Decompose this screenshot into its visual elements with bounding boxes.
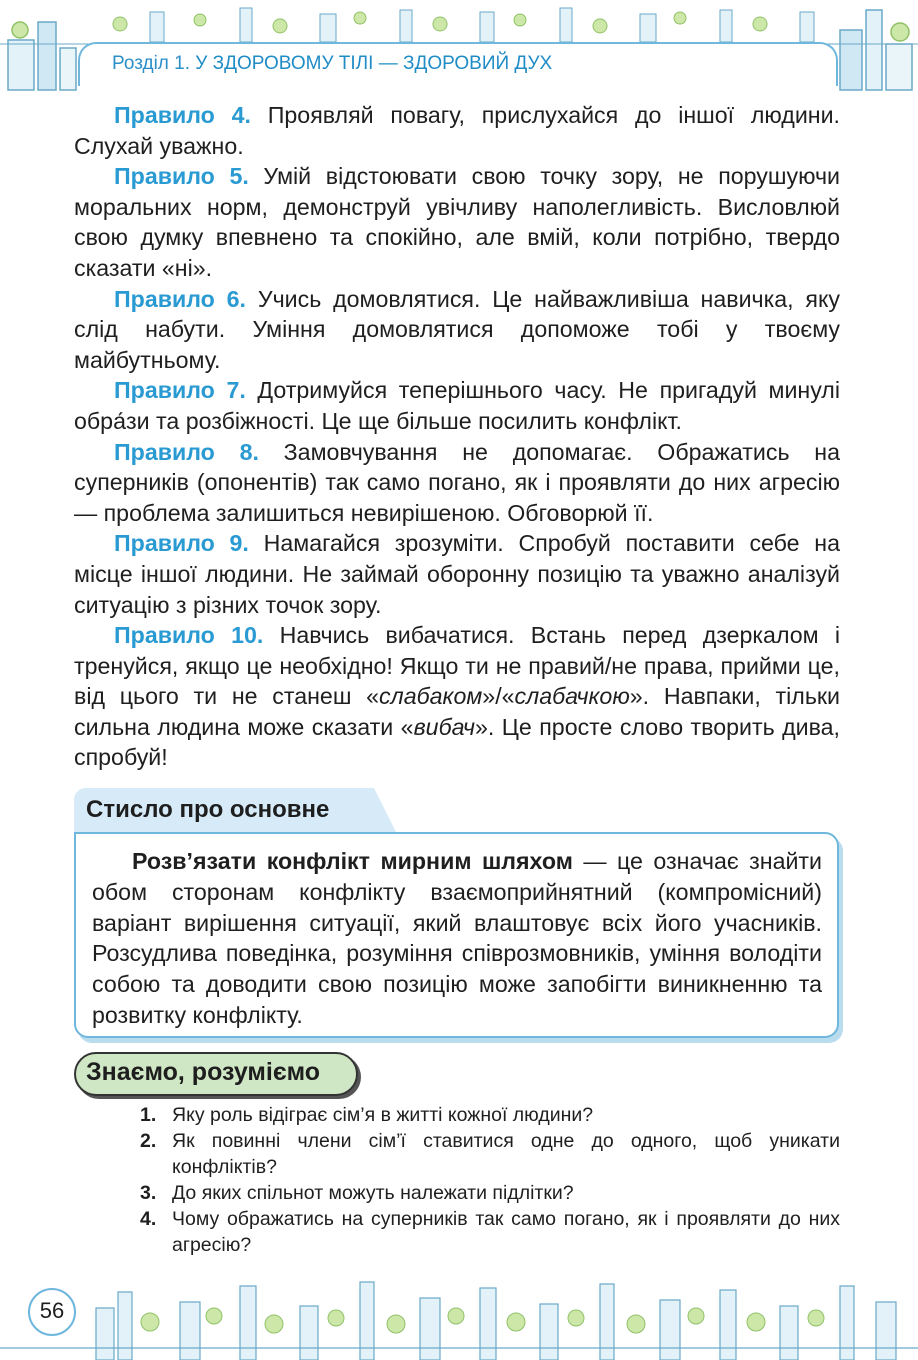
rule-text: Дотримуйся теперішнього часу. Не пригадуй минулі обра́зи та розбіжності. Це ще більше посилить конфлікт. bbox=[74, 377, 840, 434]
question-text: Як повинні члени сім’ї ставитися одне до одного, щоб уникати конфліктів? bbox=[172, 1130, 840, 1178]
summary-title: Стисло про основне bbox=[86, 796, 330, 823]
summary-bold-lead: Розв’язати конфлікт мирним шляхом bbox=[132, 848, 573, 874]
rule-label: Правило 5. bbox=[114, 163, 249, 190]
questions-heading: Знаємо, розуміємо bbox=[86, 1058, 321, 1086]
summary-text bbox=[92, 846, 822, 1031]
question-number: 3. bbox=[140, 1182, 157, 1204]
rule-label: Правило 7. bbox=[114, 377, 246, 404]
section-header bbox=[112, 53, 552, 75]
rule-label: Правило 9. bbox=[114, 530, 249, 557]
rule-emphasis: слабаком bbox=[379, 683, 483, 710]
question-item bbox=[140, 1102, 840, 1128]
summary-body: — це означає знайти обом сторонам конфлікту взаємоприйнятний (компромісний) варіант вирішення ситуації, який влаштовує всіх його учасників. Розсудлива поведінка, розуміння співрозмовників, уміння володіти собою та доводити свою позицію може запобігти виникненню та розвитку конфлікту. bbox=[92, 848, 823, 1028]
section-title: У ЗДОРОВОМУ ТІЛІ — ЗДОРОВИЙ ДУХ bbox=[195, 53, 553, 74]
rule-text: Учись домовлятися. Це найважливіша навичка, яку слід набути. Уміння домовлятися допоможе тобі у твоєму майбутньому. bbox=[74, 285, 840, 373]
rule-text: ». Навпаки, тільки сильна людина може сказати « bbox=[74, 683, 840, 740]
rule-paragraph bbox=[74, 437, 840, 529]
question-item bbox=[140, 1206, 840, 1258]
question-text: Яку роль відіграє сім’я в житті кожної людини? bbox=[172, 1104, 594, 1126]
question-number: 1. bbox=[140, 1104, 157, 1126]
rule-text: Навчись вибачатися. Встань перед дзеркалом і тренуйся, якщо це необхідно! Якщо ти не правий/не права, прийми це, від цього ти не станеш « bbox=[74, 622, 840, 710]
questions-list bbox=[140, 1102, 840, 1258]
rule-paragraph bbox=[74, 528, 840, 620]
rule-label: Правило 8. bbox=[114, 438, 259, 465]
rule-paragraph-10 bbox=[74, 620, 840, 773]
rule-paragraph bbox=[74, 161, 840, 283]
rule-text: Умій відстоювати свою точку зору, не порушуючи моральних норм, демонструй увічливу наполегливість. Висловлюй свою думку впевнено та спокійно, але вмій, коли потрібно, твердо сказати «ні». bbox=[74, 163, 840, 281]
rule-text: Проявляй повагу, прислухайся до іншої людини. Слухай уважно. bbox=[74, 102, 840, 159]
rule-text: Намагайся зрозуміти. Спробуй поставити себе на місце іншої людини. Не займай оборонну позицію та уважно аналізуй ситуацію з різних точок зору. bbox=[74, 530, 841, 618]
rule-paragraph bbox=[74, 375, 840, 436]
rule-label: Правило 6. bbox=[114, 285, 246, 312]
rule-label: Правило 4. bbox=[114, 102, 251, 128]
rule-text: Замовчування не допомагає. Ображатись на суперників (опонентів) так само погано, як і проявляти до них агресію — проблема залишиться невирішеною. Обговорюй її. bbox=[74, 438, 840, 526]
page-number: 56 bbox=[39, 1298, 65, 1323]
rule-paragraph bbox=[74, 100, 840, 161]
rule-paragraph bbox=[74, 284, 840, 376]
section-number: Розділ 1. bbox=[112, 53, 191, 74]
rule-text: »/« bbox=[482, 683, 515, 710]
rule-text: ». Це просте слово творить дива, спробуй! bbox=[74, 713, 840, 771]
question-text: Чому ображатись на суперників так само погано, як і проявляти до них агресію? bbox=[172, 1208, 840, 1256]
question-item bbox=[140, 1180, 840, 1206]
rule-label: Правило 10. bbox=[114, 622, 264, 649]
rule-emphasis: вибач bbox=[413, 713, 475, 740]
rules-text bbox=[74, 100, 840, 773]
city-skyline-footer-decoration bbox=[0, 1268, 918, 1360]
question-number: 4. bbox=[140, 1208, 157, 1230]
rule-emphasis: слабачкою bbox=[514, 683, 630, 710]
question-item bbox=[140, 1128, 840, 1180]
question-number: 2. bbox=[140, 1130, 157, 1152]
question-text: До яких спільнот можуть належати підлітки? bbox=[172, 1182, 574, 1204]
